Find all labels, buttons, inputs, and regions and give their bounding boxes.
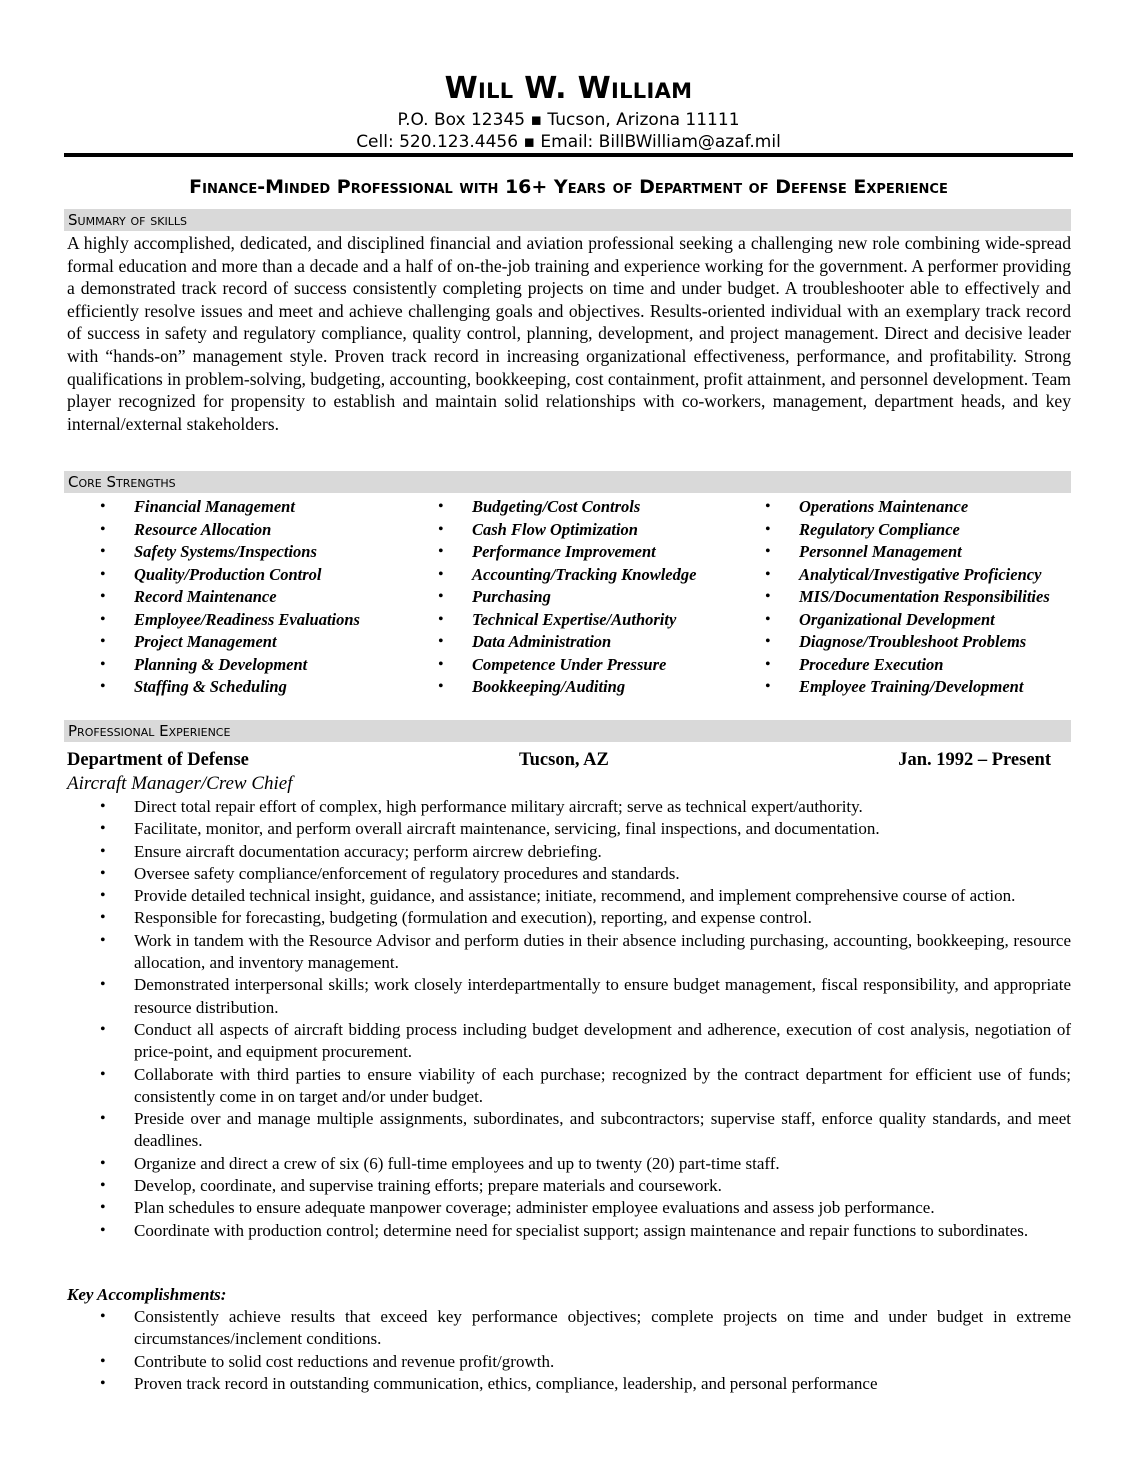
duty-item: • Oversee safety compliance/enforcement of regulatory procedures and standards. [64,863,1071,885]
duty-item: • Develop, coordinate, and supervise training efforts; prepare materials and coursework. [64,1175,1071,1197]
duty-item: • Demonstrated interpersonal skills; work closely interdepartmentally to ensure budget management, fiscal responsibility, and appropriate resource distribution. [64,974,1071,1019]
job-header [67,748,1051,772]
duty-item: • Plan schedules to ensure adequate manpower coverage; administer employee evaluations and assess job performance. [64,1197,1071,1219]
duty-item: • Work in tandem with the Resource Advisor and perform duties in their absence including purchasing, accounting, bookkeeping, resource allocation, and inventory management. [64,930,1071,975]
experience-section-header [64,720,1071,742]
strength-item: • Employee/Readiness Evaluations [64,609,360,632]
strength-item: • Diagnose/Troubleshoot Problems [729,631,1050,654]
job-role: Aircraft Manager/Crew Chief [67,773,293,794]
strength-item: • Purchasing [402,586,696,609]
strength-item: • Budgeting/Cost Controls [402,496,696,519]
duty-item: • Conduct all aspects of aircraft bidding process including budget development and adherence, execution of cost analysis, negotiation of price-point, and equipment procurement. [64,1019,1071,1064]
duty-item: • Preside over and manage multiple assignments, subordinates, and subcontractors; supervise staff, enforce quality standards, and meet deadlines. [64,1108,1071,1153]
strength-item: • Performance Improvement [402,541,696,564]
strength-item: • Accounting/Tracking Knowledge [402,564,696,587]
resume-headline: Finance-Minded Professional with 16+ Years of Department of Defense Experience [189,176,948,198]
contact-line: Cell: 520.123.4456 ▪ Email: BillBWilliam@azaf.mil [356,132,781,152]
duty-item: • Provide detailed technical insight, guidance, and assistance; initiate, recommend, and implement comprehensive course of action. [64,885,1071,907]
strength-item: • Data Administration [402,631,696,654]
strength-item: • Procedure Execution [729,654,1050,677]
duty-item: • Facilitate, monitor, and perform overall aircraft maintenance, servicing, final inspections, and documentation. [64,818,1071,840]
strength-item: • Analytical/Investigative Proficiency [729,564,1050,587]
job-location: Tucson, AZ [519,750,609,770]
strength-item: • Project Management [64,631,360,654]
strength-item: • Technical Expertise/Authority [402,609,696,632]
header-divider [64,153,1073,157]
summary-section-title: Summary of skills [68,211,187,229]
strength-item: • Personnel Management [729,541,1050,564]
strengths-column-2 [402,496,696,699]
mailing-address: P.O. Box 12345 ▪ Tucson, Arizona 11111 [397,110,740,130]
duty-item: • Direct total repair effort of complex, high performance military aircraft; serve as technical expert/authority. [64,796,1071,818]
duty-item: • Ensure aircraft documentation accuracy; perform aircrew debriefing. [64,841,1071,863]
strength-item: • Financial Management [64,496,360,519]
strength-item: • Safety Systems/Inspections [64,541,360,564]
strengths-column-3 [729,496,1050,699]
duty-item: • Organize and direct a crew of six (6) full-time employees and up to twenty (20) part-time staff. [64,1153,1071,1175]
job-dates: Jan. 1992 – Present [898,750,1051,770]
strength-item: • Planning & Development [64,654,360,677]
accomplishment-item: • Proven track record in outstanding communication, ethics, compliance, leadership, and personal performance [64,1373,1071,1395]
strength-item: • Staffing & Scheduling [64,676,360,699]
duty-item: • Collaborate with third parties to ensure viability of each purchase; recognized by the contract department for efficient use of funds; consistently come in on target and/or under budget. [64,1064,1071,1109]
strength-item: • Cash Flow Optimization [402,519,696,542]
strengths-column-1 [64,496,360,699]
strength-item: • Bookkeeping/Auditing [402,676,696,699]
strength-item: • Competence Under Pressure [402,654,696,677]
accomplishment-item: • Consistently achieve results that exceed key performance objectives; complete projects on time and under budget in extreme circumstances/inclement conditions. [64,1306,1071,1351]
strength-item: • MIS/Documentation Responsibilities [729,586,1050,609]
strength-item: • Resource Allocation [64,519,360,542]
accomplishment-item: • Contribute to solid cost reductions and revenue profit/growth. [64,1351,1071,1373]
strengths-list [64,496,1071,706]
experience-section-title: Professional Experience [68,722,231,740]
key-accomplishments-label: Key Accomplishments: [67,1285,227,1304]
employer-name: Department of Defense [67,750,249,770]
strengths-section-title: Core Strengths [68,473,176,491]
candidate-name: Will W. William [444,71,693,106]
job-duties-list [64,796,1071,1242]
summary-section-header [64,209,1071,231]
strength-item: • Regulatory Compliance [729,519,1050,542]
duty-item: • Responsible for forecasting, budgeting (formulation and execution), reporting, and expense control. [64,907,1071,929]
strength-item: • Record Maintenance [64,586,360,609]
strengths-section-header [64,471,1071,493]
duty-item: • Coordinate with production control; determine need for specialist support; assign maintenance and repair functions to subordinates. [64,1220,1071,1242]
accomplishments-list [64,1306,1071,1395]
strength-item: • Quality/Production Control [64,564,360,587]
strength-item: • Employee Training/Development [729,676,1050,699]
summary-text: A highly accomplished, dedicated, and disciplined financial and aviation professional seeking a challenging new role combining wide-spread formal education and more than a decade and a half of on-the-job training and experience working for the government. A performer providing a demonstrated track record of success consistently completing projects on time and under budget. A troubleshooter able to effectively and efficiently resolve issues and meet and achieve challenging goals and objectives. Results-oriented individual with an exemplary track record of success in safety and regulatory compliance, quality control, planning, development, and project management. Direct and decisive leader with “hands-on” management style. Proven track record in increasing organizational effectiveness, performance, and profitability. Strong qualifications in problem-solving, budgeting, accounting, bookkeeping, cost containment, profit attainment, and personnel development. Team player recognized for propensity to establish and maintain solid relationships with co-workers, management, department heads, and key internal/external stakeholders. [67,233,1071,434]
strength-item: • Operations Maintenance [729,496,1050,519]
strength-item: • Organizational Development [729,609,1050,632]
